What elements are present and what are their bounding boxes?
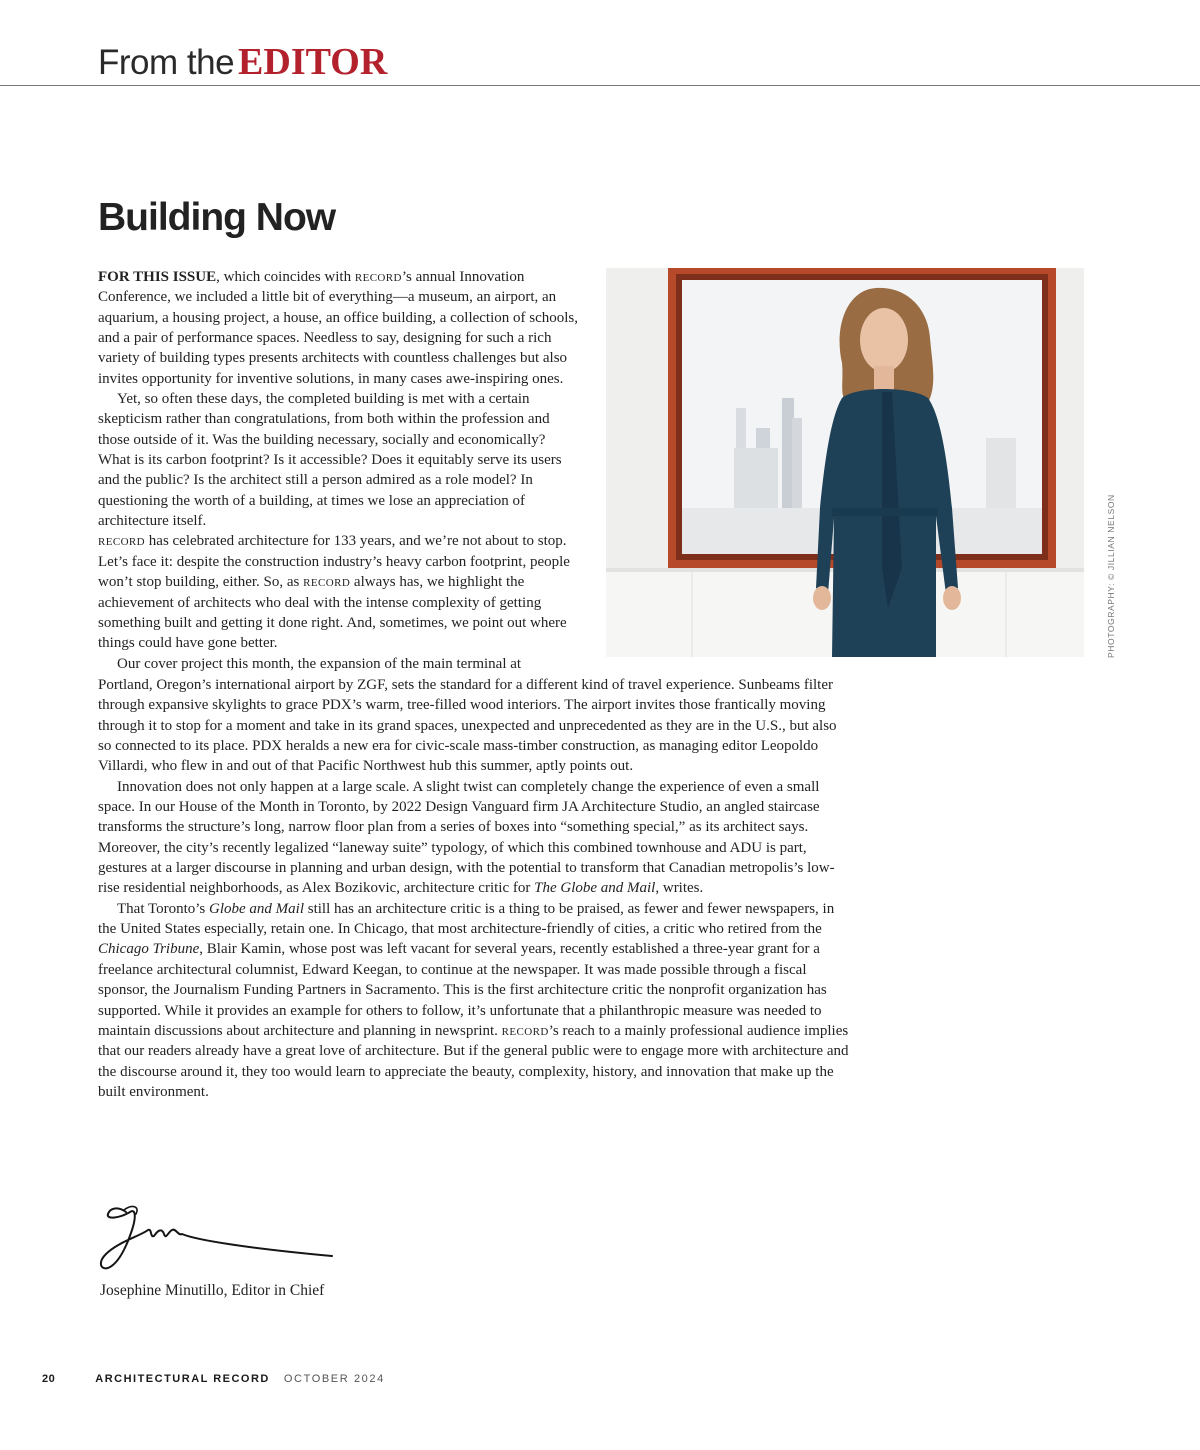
text-run: still has an architecture critic is a thing to be praised, as fewer and fewer newspapers, in the United States especially, retain one. In Chicago, that most architecture-friendly of cities, a critic who retired from the [98,900,835,938]
signature-caption: Josephine Minutillo, Editor in Chief [100,1282,325,1299]
editor-portrait-photo [606,268,1084,657]
article-paragraph-1 [98,267,578,389]
text-run: always has, we highlight the achievement of architects who deal with the intense complexity of getting something built and getting it done right. And, sometimes, we point out where things could have gone better. [98,574,567,652]
magazine-name-smallcaps: record [501,1022,549,1039]
article-paragraph-3 [98,531,578,653]
portrait-illustration [606,268,1084,657]
article-paragraph-2: Yet, so often these days, the completed building is met with a certain skepticism rather than congratulations, from both within the profession and those outside of it. Was the building necessary, socially and economically? What is its carbon footprint? Is it accessible? Does it equitably serve its users and the public? Is the architect still a person admired as a role model? In questioning the worth of a building, at times we lose an appreciation of architecture itself. [98,391,562,530]
magazine-title: ARCHITECTURAL RECORD [95,1373,270,1385]
publication-title: Globe and Mail [209,900,304,917]
photo-credit: PHOTOGRAPHY: © JILLIAN NELSON [1106,494,1116,658]
header-from-label: From the [98,43,235,82]
page-number: 20 [42,1373,56,1385]
text-run: has celebrated architecture for 133 years, and we’re not about to stop. Let’s face it: despite the construction industry’s heavy carbon footprint, people won’t stop building, either. So, as [98,533,570,591]
lead-in: FOR THIS ISSUE [98,269,217,285]
magazine-name-smallcaps: record [98,533,146,550]
article-paragraph-4-start: Our cover project this month, the expansion of the main terminal at [117,655,522,672]
text-run: Innovation does not only happen at a large scale. A slight twist can completely change the experience of even a small space. In our House of the Month in Toronto, by 2022 Design Vanguard firm JA Architecture Studio, an angled staircase transforms the structure’s long, narrow floor plan from a series of boxes into “something special,” as its architect says. Moreover, the city’s recently legalized “laneway suite” typology, of which this combined townhouse and ADU is part, gestures at a larger discourse in planning and urban design, with the potential to transform that Canadian metropolis’s low-rise residential neighborhoods, as Alex Bozikovic, architecture critic for [98,778,835,897]
article-column-upper [98,267,578,674]
magazine-name-smallcaps: record [354,269,402,285]
article-paragraph-4-continued: Portland, Oregon’s international airport by ZGF, sets the standard for a different kind of travel experience. Sunbeams filter through expansive skylights to grace PDX’s warm, tree-filled wood interiors. The airport invites those frantically moving through it to stop for a moment and take in its grand spaces, unexpected and unprecedented as they are in the U.S., but also so connected to its place. PDX heralds a new era for civic-scale mass-timber construction, as managing editor Leopoldo Villardi, who flew in and out of that Pacific Northwest hub this summer, aptly points out. [98,677,837,775]
header-section-label: EDITOR [238,41,388,83]
text-run: ’s reach to a mainly professional audience implies that our readers already have a great love of architecture. But if the general public were to engage more with architecture and the discourse around it, they too would learn to appreciate the beauty, complexity, history, and innovation that make up the built environment. [98,1022,849,1100]
issue-date: OCTOBER 2024 [283,1373,385,1385]
text-run: , Blair Kamin, whose post was left vacant for several years, recently established a three-year grant for a freelance architectural columnist, Edward Keegan, to continue at the newspaper. It was made possible through a fiscal sponsor, the Journalism Funding Partners in Sacramento. This is the first architecture critic the nonprofit organization has supported. While it provides an example for others to follow, it’s unfortunate that a philanthropic measure was needed to maintain discussions about architecture and planning in newsprint. [98,941,827,1039]
publication-title: The Globe and Mail [534,880,656,897]
text-run: , which coincides with [216,269,355,285]
publication-title: Chicago Tribune [98,941,200,958]
article-column-lower [98,675,850,1102]
article-paragraph-6 [98,899,850,1102]
page-footer [42,1373,385,1385]
article-paragraph-5 [98,777,850,899]
editor-signature [96,1200,346,1280]
article-headline: Building Now [98,196,336,239]
magazine-name-smallcaps: record [303,574,351,591]
header [98,40,387,84]
text-run: , writes. [655,880,704,897]
text-run: That Toronto’s [117,900,209,917]
header-rule [0,85,1200,86]
text-run: ’s annual Innovation Conference, we included a little bit of everything—a museum, an airport, an aquarium, a housing project, a house, an office building, a collection of schools, and a pair of performance spaces. Needless to say, designing for such a rich variety of building types presents architects with countless challenges but also invites opportunity for inventive solutions, in many cases awe-inspiring ones. [98,269,579,387]
